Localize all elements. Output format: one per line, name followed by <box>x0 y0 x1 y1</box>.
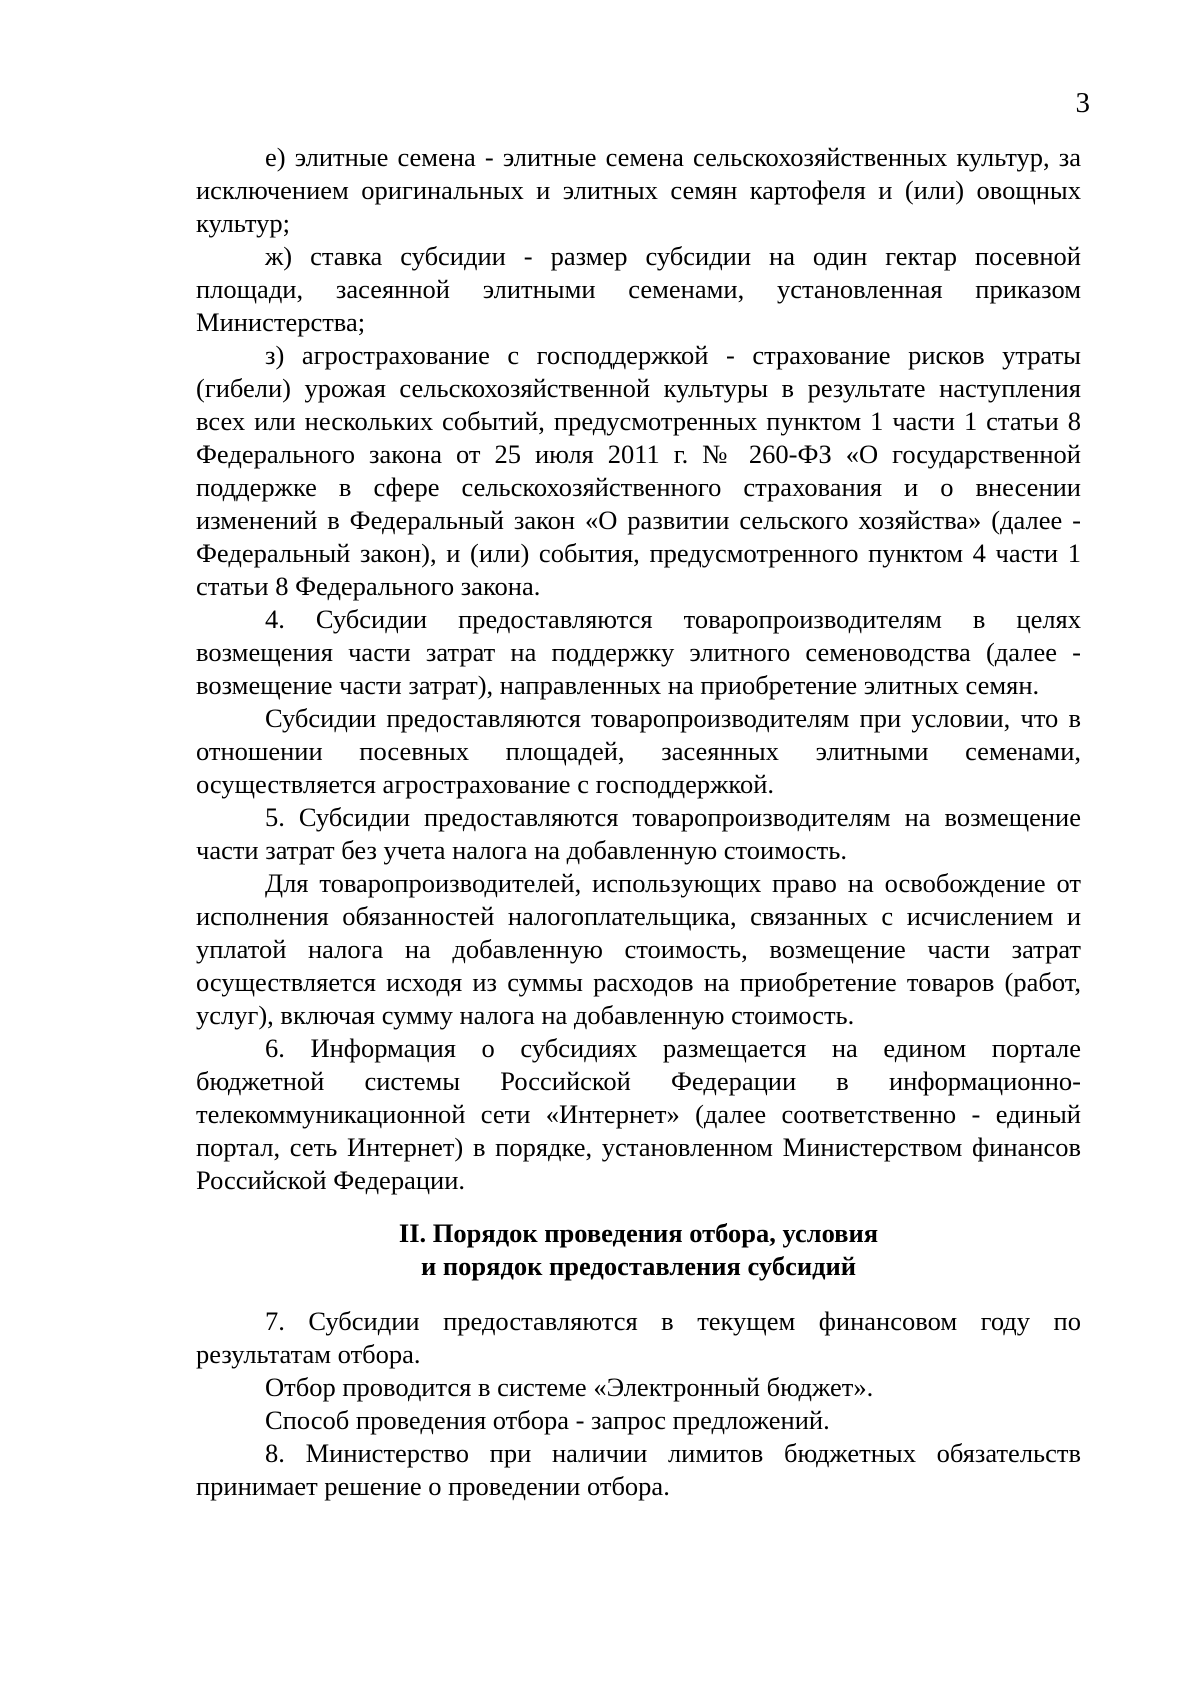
paragraph-elite-seeds-definition: е) элитные семена - элитные семена сельскохозяйственных культур, за исключением оригинальных и элитных семян картофеля и (или) овощных культур; <box>196 142 1081 238</box>
paragraph-item-7: 7. Субсидии предоставляются в текущем финансовом году по результатам отбора. <box>196 1306 1081 1369</box>
page-number: 3 <box>1075 87 1090 119</box>
paragraph-selection-system: Отбор проводится в системе «Электронный бюджет». <box>265 1372 874 1402</box>
paragraph-agroinsurance-definition: з) агрострахование с господдержкой - страхование рисков утраты (гибели) урожая сельскохозяйственной культуры в результате наступления всех или нескольких событий, предусмотренных пунктом 1 части 1 статьи 8 Федерального закона от 25 июля 2011 г. № 260-ФЗ «О государственной поддержке в сфере сельскохозяйственного страхования и о внесении изменений в Федеральный закон «О развитии сельского хозяйства» (далее - Федеральный закон), и (или) события, предусмотренного пунктом 4 части 1 статьи 8 Федерального закона. <box>196 340 1081 601</box>
section-heading-line-1: II. Порядок проведения отбора, условия <box>398 1218 879 1248</box>
paragraph-item-5: 5. Субсидии предоставляются товаропроизводителям на возмещение части затрат без учета налога на добавленную стоимость. <box>196 802 1081 865</box>
section-heading <box>196 1217 1081 1283</box>
paragraph-item-4: 4. Субсидии предоставляются товаропроизводителям в целях возмещения части затрат на поддержку элитного семеноводства (далее - возмещение части затрат), направленных на приобретение элитных семян. <box>196 604 1081 700</box>
paragraph-item-4-condition: Субсидии предоставляются товаропроизводителям при условии, что в отношении посевных площадей, засеянных элитными семенами, осуществляется агрострахование с господдержкой. <box>196 703 1081 799</box>
paragraph-item-6: 6. Информация о субсидиях размещается на едином портале бюджетной системы Российской Федерации в информационно-телекоммуникационной сети «Интернет» (далее соответственно - единый портал, сеть Интернет) в порядке, установленном Министерством финансов Российской Федерации. <box>196 1033 1081 1195</box>
paragraph-selection-method: Способ проведения отбора - запрос предложений. <box>265 1405 830 1435</box>
section-heading-line-2: и порядок предоставления субсидий <box>420 1251 857 1281</box>
paragraph-item-8: 8. Министерство при наличии лимитов бюджетных обязательств принимает решение о проведении отбора. <box>196 1438 1081 1501</box>
paragraph-item-5-vat: Для товаропроизводителей, использующих право на освобождение от исполнения обязанностей налогоплательщика, связанных с исчислением и уплатой налога на добавленную стоимость, возмещение части затрат осуществляется исходя из суммы расходов на приобретение товаров (работ, услуг), включая сумму налога на добавленную стоимость. <box>196 868 1081 1030</box>
paragraph-subsidy-rate-definition: ж) ставка субсидии - размер субсидии на один гектар посевной площади, засеянной элитными семенами, установленная приказом Министерства; <box>196 241 1081 337</box>
document-body <box>196 141 1081 1503</box>
